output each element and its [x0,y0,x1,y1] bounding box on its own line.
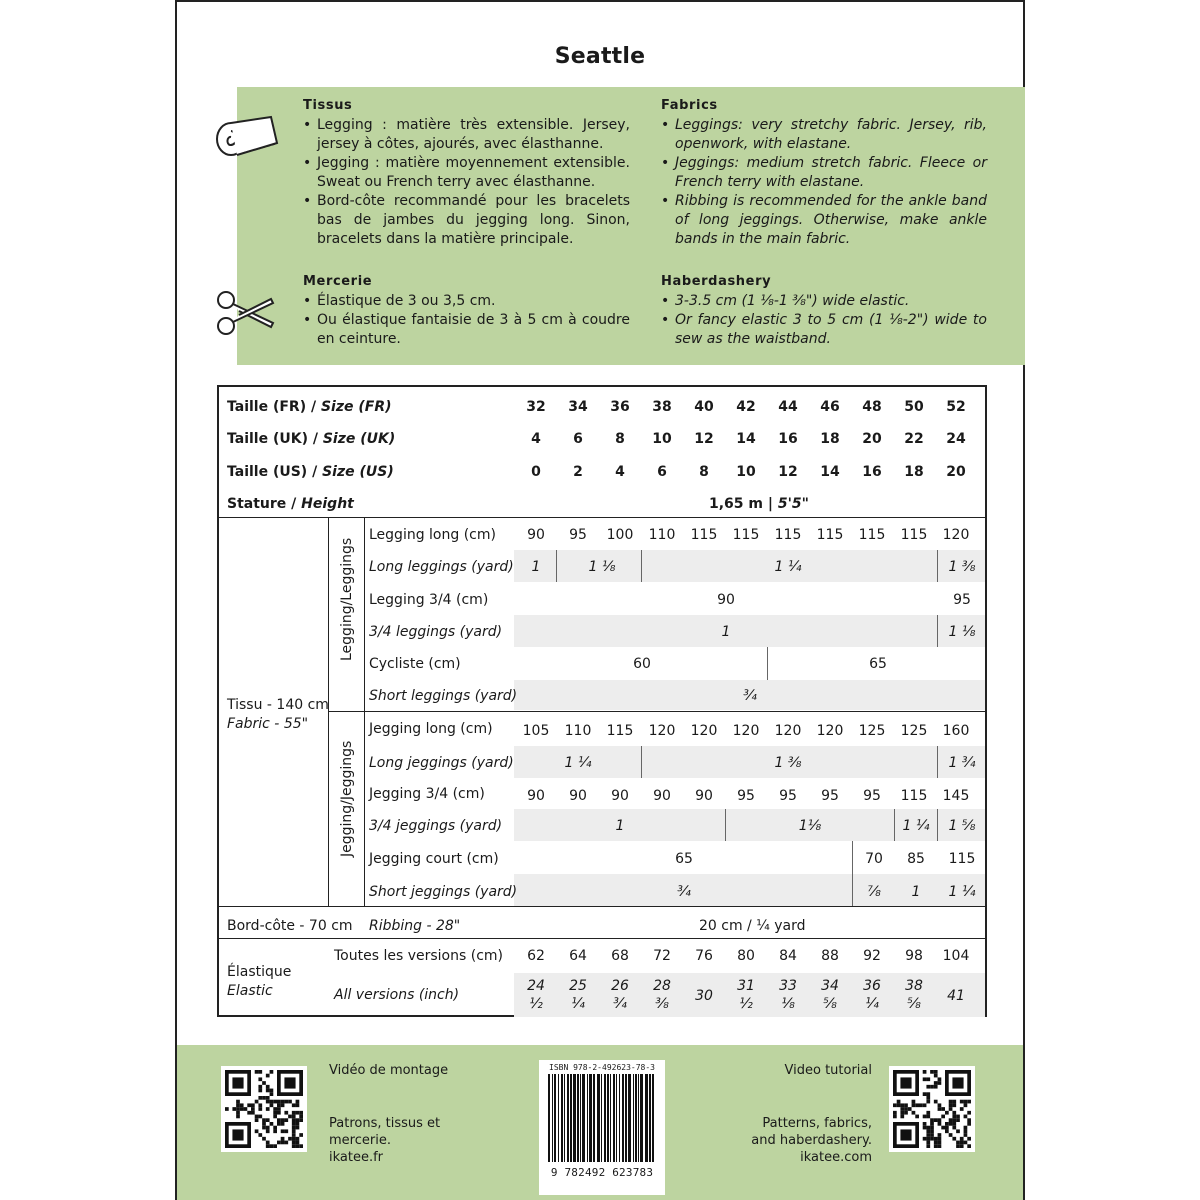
legging-34-label: Legging 3/4 (cm) [369,592,489,608]
height-value: 1,65 m | 5'5" [709,496,809,512]
size-fr-8: 46 [820,399,840,415]
jegging-court-value-3: 85 [907,851,925,867]
size-fr-5: 40 [694,399,714,415]
legging-long-7: 115 [774,527,802,543]
elastic-label: Élastique Elastic [227,964,292,999]
jegging-34-7: 95 [779,788,797,804]
list-item: • Ou élastique fantaisie de 3 à 5 cm à coudre en ceinture. [303,311,630,349]
elastic-in-1: 24 ½ [527,978,545,1012]
legging-34-value-1: 90 [717,592,735,608]
size-uk-label: Taille (UK) / Size (UK) [227,431,396,447]
jegging-34-label: Jegging 3/4 (cm) [369,786,485,802]
legging-long-5: 115 [690,527,718,543]
leggings-34-yard-label: 3/4 leggings (yard) [369,624,503,640]
jegging-34-1: 90 [527,788,545,804]
video-en-label: Video tutorial [784,1063,872,1078]
elastic-cm-6: 80 [737,948,755,964]
fabrics-en-heading: Fabrics [661,98,718,113]
long-jeggings-yard-1: 1 ¼ [564,755,592,771]
notions-fr-heading: Mercerie [303,274,373,289]
long-leggings-yard-1: 1 [531,559,541,575]
size-us-3: 4 [615,464,625,480]
page-title: Seattle [554,44,646,69]
size-us-9: 16 [862,464,882,480]
height-label: Stature / Height [227,496,354,512]
size-fr-11: 52 [946,399,966,415]
size-uk-5: 12 [694,431,714,447]
fabrics-fr-heading: Tissus [303,98,353,113]
list-item: • Ribbing is recommended for the ankle band of long jeggings. Otherwise, make ankle bands in the main fabric. [661,192,987,249]
jeggings-34-yard-1: 1 [615,818,625,834]
jegging-group-label: Jegging/Jeggings [339,740,355,857]
size-uk-4: 10 [652,431,672,447]
cycliste-label: Cycliste (cm) [369,656,461,672]
ribbing-label: Bord-côte - 70 cm [227,918,353,934]
size-fr-1: 32 [526,399,546,415]
elastic-cm-2: 64 [569,948,587,964]
jegging-34-8: 95 [821,788,839,804]
fabrics-fr [303,96,630,249]
scissors-icon [215,289,277,337]
cycliste-value-1: 60 [633,656,651,672]
size-us-label: Taille (US) / Size (US) [227,464,394,480]
jeggings-34-yard-2: 1⅛ [798,818,822,834]
jegging-long-5: 120 [690,723,718,739]
fabric-width-label: Tissu - 140 cm Fabric - 55" [227,697,329,732]
site-en-link[interactable]: ikatee.com [800,1150,872,1165]
elastic-cm-5: 76 [695,948,713,964]
elastic-in-3: 26 ¾ [611,978,629,1012]
jegging-34-3: 90 [611,788,629,804]
jegging-court-label: Jegging court (cm) [369,851,499,867]
jegging-34-10: 115 [900,788,928,804]
long-jeggings-yard-3: 1 ¾ [948,755,976,771]
jegging-long-label: Jegging long (cm) [369,721,493,737]
long-leggings-yard-4: 1 ⅜ [948,559,976,575]
legging-long-2: 95 [569,527,587,543]
jegging-long-4: 120 [648,723,676,739]
short-jeggings-yard-4: 1 ¼ [948,884,976,900]
elastic-cm-11: 104 [942,948,970,964]
size-uk-10: 22 [904,431,924,447]
jegging-long-6: 120 [732,723,760,739]
isbn-text: ISBN 978-2-492623-78-3 [549,1063,655,1072]
ribbing-label-en: Ribbing - 28" [369,918,461,934]
elastic-in-6: 31 ½ [737,978,755,1012]
elastic-in-9: 36 ¼ [863,978,881,1012]
barcode-bars [542,1074,662,1164]
legging-long-1: 90 [527,527,545,543]
list-item: • Legging : matière très extensible. Jersey, jersey à côtes, ajourés, avec élasthanne. [303,116,630,154]
size-fr-10: 50 [904,399,924,415]
size-fabric-table [217,385,987,1017]
size-uk-9: 20 [862,431,882,447]
short-leggings-yard-label: Short leggings (yard) [369,688,518,704]
legging-long-3: 100 [606,527,634,543]
size-uk-11: 24 [946,431,966,447]
size-uk-7: 16 [778,431,798,447]
legging-group-label: Legging/Leggings [339,537,355,661]
jegging-34-2: 90 [569,788,587,804]
size-uk-3: 8 [615,431,625,447]
shop-en-label: Patterns, fabrics, and haberdashery. [751,1116,872,1148]
isbn-barcode [539,1060,665,1195]
elastic-in-10: 38 ⅝ [905,978,923,1012]
elastic-cm-10: 98 [905,948,923,964]
qr-code-video-fr[interactable] [221,1066,307,1152]
elastic-cm-3: 68 [611,948,629,964]
jeggings-34-yard-4: 1 ⅝ [948,818,976,834]
legging-long-9: 115 [858,527,886,543]
jegging-34-11: 145 [942,788,970,804]
list-item: • Bord-côte recommandé pour les bracelets bas de jambes du jegging long. Sinon, bracelets dans la matière principale. [303,192,630,249]
elastic-in-2: 25 ¼ [569,978,587,1012]
ribbing-value: 20 cm / ¼ yard [699,918,806,934]
legging-long-10: 115 [900,527,928,543]
size-fr-label: Taille (FR) / Size (FR) [227,399,392,415]
size-uk-1: 4 [531,431,541,447]
jegging-court-value-1: 65 [675,851,693,867]
legging-long-8: 115 [816,527,844,543]
legging-long-11: 120 [942,527,970,543]
size-us-10: 18 [904,464,924,480]
size-fr-9: 48 [862,399,882,415]
long-leggings-yard-2: 1 ⅛ [588,559,616,575]
elastic-cm-label: Toutes les versions (cm) [334,948,503,964]
notions-fr [303,272,630,349]
size-us-6: 10 [736,464,756,480]
notions-en-heading: Haberdashery [661,274,772,289]
legging-34-value-2: 95 [953,592,971,608]
jegging-long-11: 160 [942,723,970,739]
site-fr-link[interactable]: ikatee.fr [329,1150,384,1165]
cycliste-value-2: 65 [869,656,887,672]
materials-panel [237,87,1025,365]
short-leggings-yard-value: ¾ [743,688,757,704]
jegging-court-value-2: 70 [865,851,883,867]
size-fr-6: 42 [736,399,756,415]
long-jeggings-yard-2: 1 ⅜ [774,755,802,771]
size-us-11: 20 [946,464,966,480]
size-fr-7: 44 [778,399,798,415]
size-us-5: 8 [699,464,709,480]
jegging-long-1: 105 [522,723,550,739]
jegging-34-4: 90 [653,788,671,804]
leggings-34-yard-1: 1 [721,624,731,640]
jegging-34-5: 90 [695,788,713,804]
size-us-1: 0 [531,464,541,480]
fabrics-en [661,96,987,249]
legging-long-6: 115 [732,527,760,543]
elastic-cm-9: 92 [863,948,881,964]
jeggings-34-yard-label: 3/4 jeggings (yard) [369,818,503,834]
elastic-in-4: 28 ⅜ [653,978,671,1012]
legging-long-4: 110 [648,527,676,543]
legging-long-label: Legging long (cm) [369,527,496,543]
size-us-2: 2 [573,464,583,480]
list-item: • 3-3.5 cm (1 ⅛-1 ⅜") wide elastic. [661,292,987,311]
list-item: • Jeggings: medium stretch fabric. Fleece or French terry with elastane. [661,154,987,192]
size-uk-6: 14 [736,431,756,447]
jegging-long-9: 125 [858,723,886,739]
jegging-long-3: 115 [606,723,634,739]
qr-code-video-en[interactable] [889,1066,975,1152]
list-item: • Élastique de 3 ou 3,5 cm. [303,292,630,311]
notions-en [661,272,987,349]
list-item: • Jegging : matière moyennement extensible. Sweat ou French terry avec élasthanne. [303,154,630,192]
long-leggings-yard-3: 1 ¼ [774,559,802,575]
fabric-roll-icon [215,109,279,161]
elastic-cm-4: 72 [653,948,671,964]
elastic-in-label: All versions (inch) [334,987,460,1003]
elastic-in-11: 41 [947,988,965,1004]
pattern-back-cover [175,0,1025,1200]
size-us-7: 12 [778,464,798,480]
elastic-cm-8: 88 [821,948,839,964]
size-uk-8: 18 [820,431,840,447]
size-fr-3: 36 [610,399,630,415]
video-fr-label: Vidéo de montage [329,1063,449,1078]
list-item: • Or fancy elastic 3 to 5 cm (1 ⅛-2") wide to sew as the waistband. [661,311,987,349]
size-us-8: 14 [820,464,840,480]
jeggings-34-yard-3: 1 ¼ [902,818,930,834]
size-fr-4: 38 [652,399,672,415]
long-leggings-yard-label: Long leggings (yard) [369,559,514,575]
size-fr-2: 34 [568,399,588,415]
jegging-34-6: 95 [737,788,755,804]
jegging-long-8: 120 [816,723,844,739]
long-jeggings-yard-label: Long jeggings (yard) [369,755,514,771]
short-jeggings-yard-3: 1 [911,884,921,900]
elastic-cm-1: 62 [527,948,545,964]
size-uk-2: 6 [573,431,583,447]
elastic-in-7: 33 ⅛ [779,978,797,1012]
jegging-long-7: 120 [774,723,802,739]
elastic-cm-7: 84 [779,948,797,964]
jegging-court-value-4: 115 [948,851,976,867]
jegging-34-9: 95 [863,788,881,804]
footer [177,1045,1023,1200]
barcode-number: 9 782492 623783 [550,1166,654,1179]
leggings-34-yard-2: 1 ⅛ [948,624,976,640]
list-item: • Leggings: very stretchy fabric. Jersey, rib, openwork, with elastane. [661,116,987,154]
jegging-long-2: 110 [564,723,592,739]
size-us-4: 6 [657,464,667,480]
jegging-long-10: 125 [900,723,928,739]
elastic-in-5: 30 [695,988,713,1004]
short-jeggings-yard-label: Short jeggings (yard) [369,884,518,900]
shop-fr-label: Patrons, tissus et mercerie. [329,1116,441,1148]
elastic-in-8: 34 ⅝ [821,978,839,1012]
short-jeggings-yard-2: ⅞ [867,884,881,900]
short-jeggings-yard-1: ¾ [677,884,691,900]
